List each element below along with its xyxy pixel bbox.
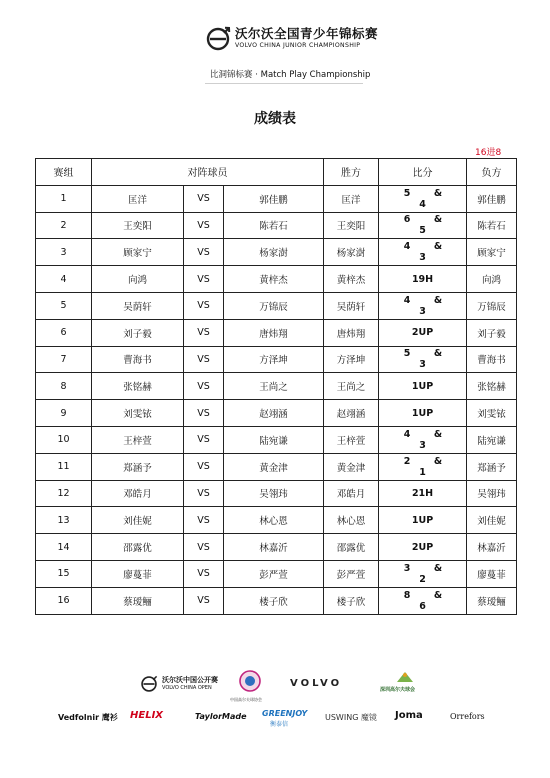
table-header-row [36,159,517,186]
loser-cell: 刘佳妮 [467,507,517,534]
results-table [35,158,517,615]
score-part: 4 [419,198,426,210]
cga-logo-icon [238,670,262,696]
player2-cell: 黄梓杰 [224,266,324,293]
score-cell [379,480,467,507]
table-row [36,319,517,346]
group-cell: 10 [36,426,92,453]
volvo-logo-icon [205,26,231,52]
score-part: & [433,241,443,253]
group-cell: 14 [36,534,92,561]
sponsor-logos [0,670,550,760]
winner-cell: 彭严萱 [324,560,379,587]
winner-cell: 楼子欣 [324,587,379,614]
group-cell: 5 [36,292,92,319]
score-part: 2 [403,455,411,467]
score-part: 3 [419,252,426,264]
winner-cell: 林心恩 [324,507,379,534]
loser-cell: 刘雯铱 [467,400,517,427]
table-row [36,480,517,507]
table-row [36,266,517,293]
group-cell: 11 [36,453,92,480]
player2-cell: 黄金津 [224,453,324,480]
score-part: 1UP [411,514,434,526]
group-cell: 3 [36,239,92,266]
results-body [36,185,517,614]
player2-cell: 郭佳鹏 [224,185,324,212]
score-cell [379,266,467,293]
score-part: 21H [411,487,434,499]
event-title-en: VOLVO CHINA JUNIOR CHAMPIONSHIP [235,42,361,49]
sponsor-vedfolnir: Vedfolnir 鹰衫 [58,713,118,722]
player2-cell: 林心恩 [224,507,324,534]
loser-cell: 蔡瑷鲡 [467,587,517,614]
table-row [36,560,517,587]
loser-cell: 陆宛谦 [467,426,517,453]
winner-cell: 杨家澍 [324,239,379,266]
sponsor-volvo: VOLVO [290,678,343,689]
vs-label: VS [184,373,224,400]
group-cell: 13 [36,507,92,534]
vs-label: VS [184,534,224,561]
player1-cell: 吴荫轩 [92,292,184,319]
loser-cell: 刘子毅 [467,319,517,346]
sponsor-helix: HELIX [130,710,164,721]
sponsor-joma: Joma [395,710,423,721]
winner-cell: 匡洋 [324,185,379,212]
vs-label: VS [184,239,224,266]
vs-label: VS [184,560,224,587]
vs-label: VS [184,587,224,614]
group-cell: 12 [36,480,92,507]
sponsor-orrefors: Orrefors [450,712,485,721]
table-row [36,212,517,239]
score-part: 19H [411,273,434,285]
subtitle-divider [205,83,363,84]
score-part: 5 [403,348,411,360]
player2-cell: 杨家澍 [224,239,324,266]
loser-cell: 郭佳鹏 [467,185,517,212]
player1-cell: 邵露优 [92,534,184,561]
player1-cell: 刘雯铱 [92,400,184,427]
player2-cell: 方泽坤 [224,346,324,373]
winner-cell: 赵翊涵 [324,400,379,427]
table-row [36,239,517,266]
score-part: 4 [403,428,411,440]
score-part: 3 [403,562,411,574]
vs-label: VS [184,400,224,427]
sponsor-volvo-open-en: VOLVO CHINA OPEN [162,685,212,691]
loser-cell: 万锦辰 [467,292,517,319]
loser-cell: 曹海书 [467,346,517,373]
winner-cell: 黄金津 [324,453,379,480]
page-title: 成绩表 [254,111,296,127]
player1-cell: 王梓萱 [92,426,184,453]
group-cell: 2 [36,212,92,239]
table-row [36,373,517,400]
vs-label: VS [184,185,224,212]
score-cell [379,400,467,427]
header-group: 赛组 [36,159,92,186]
vs-label: VS [184,426,224,453]
player2-cell: 唐炜翔 [224,319,324,346]
event-subtitle: 比洞锦标赛 · Match Play Championship [210,70,371,80]
player2-cell: 楼子欣 [224,587,324,614]
vs-label: VS [184,212,224,239]
loser-cell: 林嘉沂 [467,534,517,561]
table-row [36,400,517,427]
score-cell [379,534,467,561]
group-cell: 1 [36,185,92,212]
score-part: 4 [403,241,411,253]
score-part: 8 [403,589,411,601]
sponsor-uswing: USWING 魔镜 [325,713,377,722]
player1-cell: 邓皓月 [92,480,184,507]
player2-cell: 陆宛谦 [224,426,324,453]
round-label: 16进8 [475,148,502,158]
score-cell [379,507,467,534]
loser-cell: 向鸿 [467,266,517,293]
score-part: & [433,294,443,306]
header-matchup: 对阵球员 [92,159,324,186]
loser-cell: 郑涵予 [467,453,517,480]
table-row [36,507,517,534]
score-part: 1 [419,466,426,478]
group-cell: 7 [36,346,92,373]
score-part: 6 [403,214,411,226]
winner-cell: 唐炜翔 [324,319,379,346]
vs-label: VS [184,480,224,507]
score-part: 3 [419,305,426,317]
vs-label: VS [184,346,224,373]
score-cell [379,292,467,319]
score-part: & [433,187,443,199]
player2-cell: 王尚之 [224,373,324,400]
player2-cell: 陈若石 [224,212,324,239]
player1-cell: 蔡瑷鲡 [92,587,184,614]
score-part: 6 [419,600,426,612]
player1-cell: 顾家宁 [92,239,184,266]
score-part: 3 [419,439,426,451]
score-part: 2UP [411,541,434,553]
winner-cell: 王梓萱 [324,426,379,453]
table-row [36,292,517,319]
loser-cell: 张铭赫 [467,373,517,400]
loser-cell: 陈若石 [467,212,517,239]
player2-cell: 吴翎玮 [224,480,324,507]
score-cell [379,212,467,239]
winner-cell: 王尚之 [324,373,379,400]
score-part: 4 [403,294,411,306]
event-title-cn: 沃尔沃全国青少年锦标赛 [235,26,379,41]
score-cell [379,373,467,400]
score-cell [379,319,467,346]
player1-cell: 张铭赫 [92,373,184,400]
sponsor-volvo-open-cn: 沃尔沃中国公开赛 [162,676,218,684]
group-cell: 9 [36,400,92,427]
score-part: 2UP [411,327,434,339]
group-cell: 15 [36,560,92,587]
vs-label: VS [184,266,224,293]
player1-cell: 廖蔓菲 [92,560,184,587]
winner-cell: 王奕阳 [324,212,379,239]
vs-label: VS [184,319,224,346]
player2-cell: 赵翊涵 [224,400,324,427]
table-row [36,426,517,453]
winner-cell: 邓皓月 [324,480,379,507]
score-cell [379,346,467,373]
table-row [36,185,517,212]
club-logo-icon [395,670,415,684]
player1-cell: 刘佳妮 [92,507,184,534]
table-row [36,346,517,373]
loser-cell: 顾家宁 [467,239,517,266]
volvo-open-logo-icon [140,675,158,693]
table-row [36,587,517,614]
vs-label: VS [184,292,224,319]
score-cell [379,185,467,212]
player1-cell: 王奕阳 [92,212,184,239]
sponsor-greenjoy: GREENJOY [262,709,308,718]
player2-cell: 万锦辰 [224,292,324,319]
header-score: 比分 [379,159,467,186]
score-part: & [433,428,443,440]
table-row [36,534,517,561]
player1-cell: 郑涵予 [92,453,184,480]
header-winner: 胜方 [324,159,379,186]
score-cell [379,560,467,587]
score-part: & [433,562,443,574]
score-part: 5 [419,225,426,237]
score-cell [379,587,467,614]
sponsor-taylormade: TaylorMade [195,712,247,721]
score-part: 3 [419,359,426,371]
player1-cell: 刘子毅 [92,319,184,346]
player1-cell: 曹海书 [92,346,184,373]
player1-cell: 匡洋 [92,185,184,212]
group-cell: 16 [36,587,92,614]
sponsor-greenjoy-cn: 衡泰信 [270,721,289,728]
score-part: 5 [403,187,411,199]
event-header [205,22,405,62]
score-part: & [433,348,443,360]
group-cell: 4 [36,266,92,293]
winner-cell: 邵露优 [324,534,379,561]
score-cell [379,426,467,453]
score-part: 1UP [411,407,434,419]
score-part: 2 [419,573,426,585]
player2-cell: 彭严萱 [224,560,324,587]
group-cell: 8 [36,373,92,400]
header-loser: 负方 [467,159,517,186]
winner-cell: 黄梓杰 [324,266,379,293]
winner-cell: 方泽坤 [324,346,379,373]
score-part: & [433,589,443,601]
table-row [36,453,517,480]
loser-cell: 吴翎玮 [467,480,517,507]
winner-cell: 吴荫轩 [324,292,379,319]
player2-cell: 林嘉沂 [224,534,324,561]
sponsor-club: 深圳高尔夫球会 [380,687,416,693]
group-cell: 6 [36,319,92,346]
vs-label: VS [184,507,224,534]
score-part: 1UP [411,380,434,392]
score-part: & [433,214,443,226]
loser-cell: 廖蔓菲 [467,560,517,587]
player1-cell: 向鸿 [92,266,184,293]
score-cell [379,453,467,480]
vs-label: VS [184,453,224,480]
sponsor-cga: 中国高尔夫球协会 [230,697,262,702]
score-cell [379,239,467,266]
score-part: & [433,455,443,467]
